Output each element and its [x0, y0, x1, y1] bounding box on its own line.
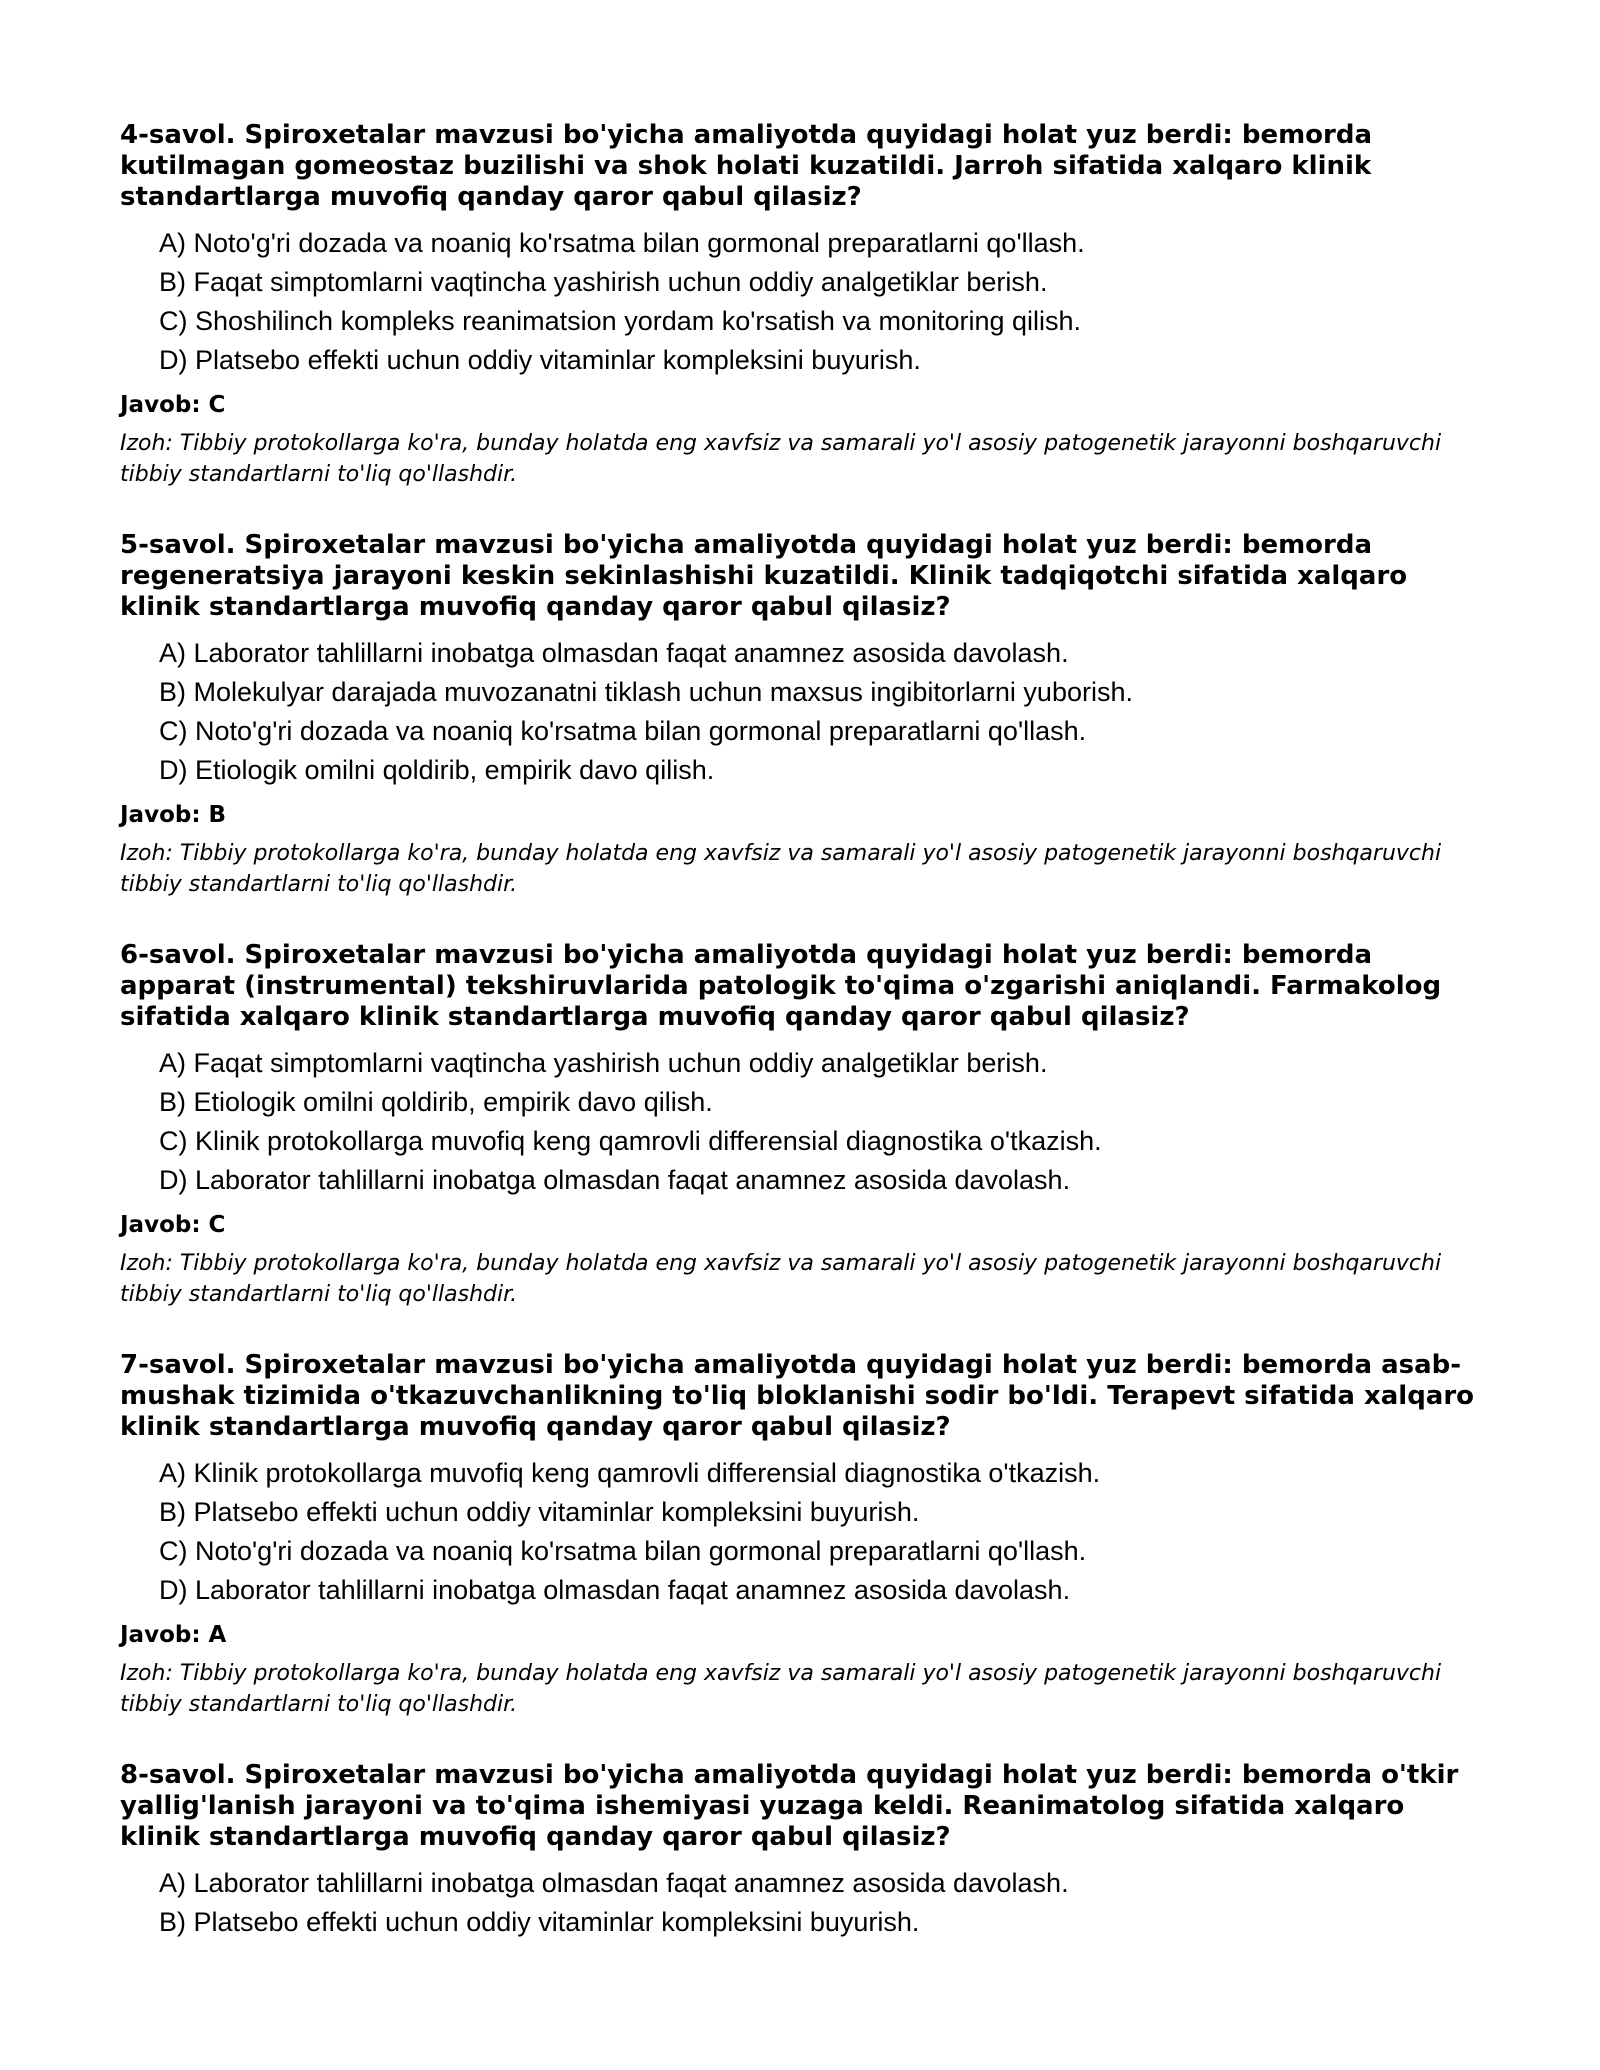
- question-6: [120, 940, 1490, 1310]
- explanation-note: Izoh: Tibbiy protokollarga ko'ra, bunday holatda eng xavfsiz va samarali yo'l asosiy patogenetik jarayonni boshqaruvchi tibbiy standartlarni to'liq qo'llashdir.: [120, 841, 1442, 897]
- option-c: C) Shoshilinch kompleks reanimatsion yordam ko'rsatish va monitoring qilish.: [159, 306, 1082, 336]
- question-5: [120, 530, 1490, 900]
- question-title: 8-savol. Spiroxetalar mavzusi bo'yicha amaliyotda quyidagi holat yuz berdi: bemorda o'tkir yallig'lanish jarayoni va to'qima ishemiyasi yuzaga keldi. Reanimatolog sifatida xalqaro klinik standartlarga muvofiq qanday qaror qabul qilasiz?: [120, 1760, 1459, 1852]
- answer-label: Javob: C: [120, 392, 226, 418]
- option-a: A) Klinik protokollarga muvofiq keng qamrovli differensial diagnostika o'tkazish.: [159, 1458, 1101, 1488]
- question-4: [120, 120, 1490, 490]
- explanation-note: Izoh: Tibbiy protokollarga ko'ra, bunday holatda eng xavfsiz va samarali yo'l asosiy patogenetik jarayonni boshqaruvchi tibbiy standartlarni to'liq qo'llashdir.: [120, 1251, 1442, 1307]
- option-a: A) Faqat simptomlarni vaqtincha yashirish uchun oddiy analgetiklar berish.: [159, 1048, 1048, 1078]
- option-a: A) Laborator tahlillarni inobatga olmasdan faqat anamnez asosida davolash.: [159, 638, 1069, 668]
- options-list: [120, 634, 1490, 790]
- option-a: A) Laborator tahlillarni inobatga olmasdan faqat anamnez asosida davolash.: [159, 1868, 1069, 1898]
- options-list: [120, 1454, 1490, 1610]
- option-c: C) Noto'g'ri dozada va noaniq ko'rsatma bilan gormonal preparatlarni qo'llash.: [159, 716, 1087, 746]
- option-b: B) Faqat simptomlarni vaqtincha yashirish uchun oddiy analgetiklar berish.: [159, 267, 1048, 297]
- option-d: D) Etiologik omilni qoldirib, empirik davo qilish.: [159, 755, 715, 785]
- document-page: [120, 120, 1490, 1982]
- question-8: [120, 1760, 1490, 1942]
- question-7: [120, 1350, 1490, 1720]
- question-title: 5-savol. Spiroxetalar mavzusi bo'yicha amaliyotda quyidagi holat yuz berdi: bemorda regeneratsiya jarayoni keskin sekinlashishi kuzatildi. Klinik tadqiqotchi sifatida xalqaro klinik standartlarga muvofiq qanday qaror qabul qilasiz?: [120, 530, 1408, 622]
- options-list: [120, 224, 1490, 380]
- answer-label: Javob: B: [120, 802, 227, 828]
- option-d: D) Laborator tahlillarni inobatga olmasdan faqat anamnez asosida davolash.: [159, 1165, 1071, 1195]
- options-list: [120, 1044, 1490, 1200]
- option-a: A) Noto'g'ri dozada va noaniq ko'rsatma bilan gormonal preparatlarni qo'llash.: [159, 228, 1085, 258]
- question-title: 7-savol. Spiroxetalar mavzusi bo'yicha amaliyotda quyidagi holat yuz berdi: bemorda asab-mushak tizimida o'tkazuvchanlikning to'liq bloklanishi sodir bo'ldi. Terapevt sifatida xalqaro klinik standartlarga muvofiq qanday qaror qabul qilasiz?: [120, 1350, 1475, 1442]
- option-b: B) Platsebo effekti uchun oddiy vitaminlar kompleksini buyurish.: [159, 1907, 920, 1937]
- options-list: [120, 1864, 1490, 1942]
- option-c: C) Klinik protokollarga muvofiq keng qamrovli differensial diagnostika o'tkazish.: [159, 1126, 1102, 1156]
- question-title: 6-savol. Spiroxetalar mavzusi bo'yicha amaliyotda quyidagi holat yuz berdi: bemorda apparat (instrumental) tekshiruvlarida patologik to'qima o'zgarishi aniqlandi. Farmakolog sifatida xalqaro klinik standartlarga muvofiq qanday qaror qabul qilasiz?: [120, 940, 1442, 1032]
- option-b: B) Molekulyar darajada muvozanatni tiklash uchun maxsus ingibitorlarni yuborish.: [159, 677, 1133, 707]
- answer-label: Javob: A: [120, 1622, 227, 1648]
- option-d: D) Platsebo effekti uchun oddiy vitaminlar kompleksini buyurish.: [159, 345, 921, 375]
- explanation-note: Izoh: Tibbiy protokollarga ko'ra, bunday holatda eng xavfsiz va samarali yo'l asosiy patogenetik jarayonni boshqaruvchi tibbiy standartlarni to'liq qo'llashdir.: [120, 1661, 1442, 1717]
- option-b: B) Platsebo effekti uchun oddiy vitaminlar kompleksini buyurish.: [159, 1497, 920, 1527]
- option-c: C) Noto'g'ri dozada va noaniq ko'rsatma bilan gormonal preparatlarni qo'llash.: [159, 1536, 1087, 1566]
- answer-label: Javob: C: [120, 1212, 226, 1238]
- option-d: D) Laborator tahlillarni inobatga olmasdan faqat anamnez asosida davolash.: [159, 1575, 1071, 1605]
- explanation-note: Izoh: Tibbiy protokollarga ko'ra, bunday holatda eng xavfsiz va samarali yo'l asosiy patogenetik jarayonni boshqaruvchi tibbiy standartlarni to'liq qo'llashdir.: [120, 431, 1442, 487]
- option-b: B) Etiologik omilni qoldirib, empirik davo qilish.: [159, 1087, 713, 1117]
- question-title: 4-savol. Spiroxetalar mavzusi bo'yicha amaliyotda quyidagi holat yuz berdi: bemorda kutilmagan gomeostaz buzilishi va shok holati kuzatildi. Jarroh sifatida xalqaro klinik standartlarga muvofiq qanday qaror qabul qilasiz?: [120, 120, 1373, 212]
